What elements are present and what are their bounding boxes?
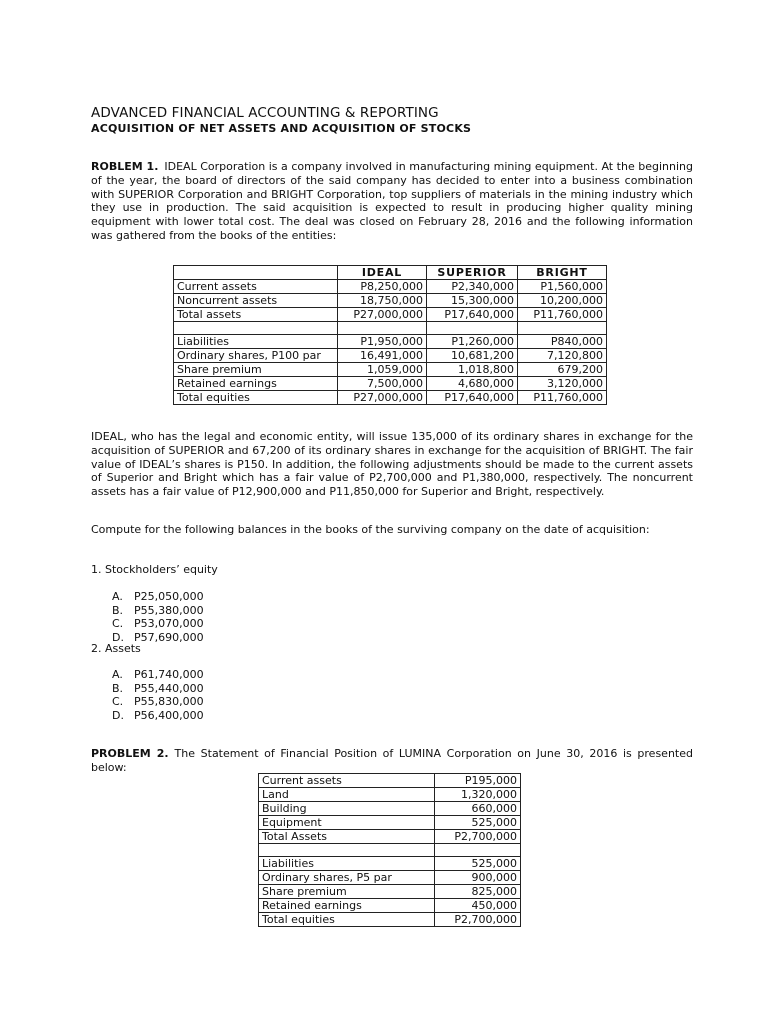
amount-cell: 15,300,000 xyxy=(427,294,518,308)
column-header: BRIGHT xyxy=(518,266,607,280)
option-letter: C. xyxy=(112,617,124,631)
problem2-spacer xyxy=(259,844,521,857)
row-label-cell: Ordinary shares, P5 par xyxy=(259,871,435,885)
table-row xyxy=(174,308,607,322)
option-text: P56,400,000 xyxy=(134,708,204,722)
amount-cell: 1,320,000 xyxy=(435,788,521,802)
table-row xyxy=(174,391,607,405)
row-label-cell: Total Assets xyxy=(259,830,435,844)
table-row xyxy=(259,899,521,913)
row-label-cell: Retained earnings xyxy=(259,899,435,913)
amount-cell: 18,750,000 xyxy=(338,294,427,308)
row-label-cell: Current assets xyxy=(174,280,338,294)
amount-cell: 525,000 xyxy=(435,816,521,830)
problem1-label: ROBLEM 1. xyxy=(91,160,159,173)
amount-cell: 679,200 xyxy=(518,363,607,377)
answer-option xyxy=(112,604,204,618)
table-row xyxy=(174,377,607,391)
option-text: P25,050,000 xyxy=(134,590,204,603)
amount-cell: P11,760,000 xyxy=(518,391,607,405)
table-row xyxy=(259,857,521,871)
amount-cell: P2,700,000 xyxy=(435,830,521,844)
amount-cell: 660,000 xyxy=(435,802,521,816)
document-title: ADVANCED FINANCIAL ACCOUNTING & REPORTING xyxy=(91,105,439,121)
table-row xyxy=(174,349,607,363)
amount-cell: P840,000 xyxy=(518,335,607,349)
amount-cell: P8,250,000 xyxy=(338,280,427,294)
row-label-cell: Current assets xyxy=(259,774,435,788)
problem2-equities-rows xyxy=(259,857,521,927)
row-label-cell: Share premium xyxy=(259,885,435,899)
row-label-cell: Total assets xyxy=(174,308,338,322)
amount-cell: P11,760,000 xyxy=(518,308,607,322)
table-row xyxy=(259,788,521,802)
table-row xyxy=(174,335,607,349)
amount-cell: P1,260,000 xyxy=(427,335,518,349)
answer-option xyxy=(112,709,204,723)
problem1-intro-text: IDEAL Corporation is a company involved in manufacturing mining equipment. At the beginning of the year, the board of directors of the said company has decided to enter into a business combination with SUPERIOR Corporation and BRIGHT Corporation, top suppliers of materials in the mining industry which they use in production. The said acquisition is expected to result in producing higher quality mining equipment with lower total cost. The deal was closed on February 28, 2016 and the following information was gathered from the books of the entities: xyxy=(91,160,693,242)
row-label-cell: Total equities xyxy=(259,913,435,927)
row-label-cell: Liabilities xyxy=(259,857,435,871)
table-row xyxy=(174,363,607,377)
table-row xyxy=(259,774,521,788)
option-text: P55,830,000 xyxy=(134,695,204,709)
problem1-details: IDEAL, who has the legal and economic entity, will issue 135,000 of its ordinary shares in exchange for the acquisition of SUPERIOR and 67,200 of its ordinary shares in exchange for the acquisition of BRIGHT. The fair value of IDEAL’s shares is P150. In addition, the following adjustments should be made to the current assets of Superior and Bright which has a fair value of P2,700,000 and P1,380,000, respectively. The noncurrent assets has a fair value of P12,900,000 and P11,850,000 for Superior and Bright, respectively. xyxy=(91,430,693,499)
row-label-cell: Equipment xyxy=(259,816,435,830)
table-row xyxy=(259,830,521,844)
amount-cell: 7,120,800 xyxy=(518,349,607,363)
amount-cell: 1,059,000 xyxy=(338,363,427,377)
amount-cell: P27,000,000 xyxy=(338,308,427,322)
amount-cell: 7,500,000 xyxy=(338,377,427,391)
amount-cell: 3,120,000 xyxy=(518,377,607,391)
amount-cell: 825,000 xyxy=(435,885,521,899)
question-2-options xyxy=(112,668,204,722)
answer-option xyxy=(112,617,204,631)
problem1-balance-table xyxy=(173,265,607,405)
amount-cell: 10,200,000 xyxy=(518,294,607,308)
option-letter: D. xyxy=(112,708,124,722)
answer-option xyxy=(112,682,204,696)
amount-cell: 900,000 xyxy=(435,871,521,885)
amount-cell: 10,681,200 xyxy=(427,349,518,363)
question-1-options xyxy=(112,590,204,644)
question-2-label: 2. Assets xyxy=(91,642,141,655)
amount-cell: P17,640,000 xyxy=(427,391,518,405)
table-row-blank xyxy=(174,322,607,335)
row-label-cell: Retained earnings xyxy=(174,377,338,391)
option-text: P55,380,000 xyxy=(134,603,204,617)
problem1-instruction: Compute for the following balances in the books of the surviving company on the date of acquisition: xyxy=(91,523,650,536)
table-row xyxy=(259,913,521,927)
row-label-cell: Ordinary shares, P100 par xyxy=(174,349,338,363)
column-header: IDEAL xyxy=(338,266,427,280)
amount-cell: 1,018,800 xyxy=(427,363,518,377)
amount-cell: 525,000 xyxy=(435,857,521,871)
problem1-equities-rows xyxy=(174,335,607,405)
option-text: P61,740,000 xyxy=(134,668,204,681)
row-label-cell: Building xyxy=(259,802,435,816)
amount-cell: P195,000 xyxy=(435,774,521,788)
table-row xyxy=(174,294,607,308)
amount-cell: 450,000 xyxy=(435,899,521,913)
amount-cell: 16,491,000 xyxy=(338,349,427,363)
table-row xyxy=(259,885,521,899)
row-label-cell: Share premium xyxy=(174,363,338,377)
amount-cell: P2,340,000 xyxy=(427,280,518,294)
row-label-cell: Noncurrent assets xyxy=(174,294,338,308)
amount-cell: P27,000,000 xyxy=(338,391,427,405)
table-header-row xyxy=(174,266,607,280)
table-row-blank xyxy=(259,844,521,857)
question-1-label: 1. Stockholders’ equity xyxy=(91,563,218,576)
table-row xyxy=(174,280,607,294)
option-letter: C. xyxy=(112,695,124,709)
answer-option xyxy=(112,668,204,682)
column-header: SUPERIOR xyxy=(427,266,518,280)
row-label-cell: Total equities xyxy=(174,391,338,405)
problem2-intro-text: The Statement of Financial Position of LUMINA Corporation on June 30, 2016 is presented below: xyxy=(91,747,693,774)
option-letter: A. xyxy=(112,668,123,681)
document-subtitle: ACQUISITION OF NET ASSETS AND ACQUISITION OF STOCKS xyxy=(91,122,472,135)
column-header xyxy=(174,266,338,280)
option-text: P55,440,000 xyxy=(134,681,204,695)
problem2-label: PROBLEM 2. xyxy=(91,747,169,760)
amount-cell: P2,700,000 xyxy=(435,913,521,927)
table-row xyxy=(259,871,521,885)
option-letter: A. xyxy=(112,590,123,603)
row-label-cell: Land xyxy=(259,788,435,802)
problem2-assets-rows xyxy=(259,774,521,844)
amount-cell: 4,680,000 xyxy=(427,377,518,391)
option-text: P53,070,000 xyxy=(134,617,204,631)
problem1-intro xyxy=(91,160,693,243)
option-text: P57,690,000 xyxy=(134,630,204,644)
option-letter: D. xyxy=(112,630,124,644)
amount-cell: P1,560,000 xyxy=(518,280,607,294)
problem2-balance-table xyxy=(258,773,521,927)
problem1-assets-rows xyxy=(174,280,607,322)
answer-option xyxy=(112,695,204,709)
amount-cell: P17,640,000 xyxy=(427,308,518,322)
amount-cell: P1,950,000 xyxy=(338,335,427,349)
table-row xyxy=(259,816,521,830)
answer-option xyxy=(112,590,204,604)
row-label-cell: Liabilities xyxy=(174,335,338,349)
problem2-intro xyxy=(91,747,693,775)
problem1-spacer xyxy=(174,322,607,335)
table-row xyxy=(259,802,521,816)
option-letter: B. xyxy=(112,603,124,617)
option-letter: B. xyxy=(112,681,124,695)
